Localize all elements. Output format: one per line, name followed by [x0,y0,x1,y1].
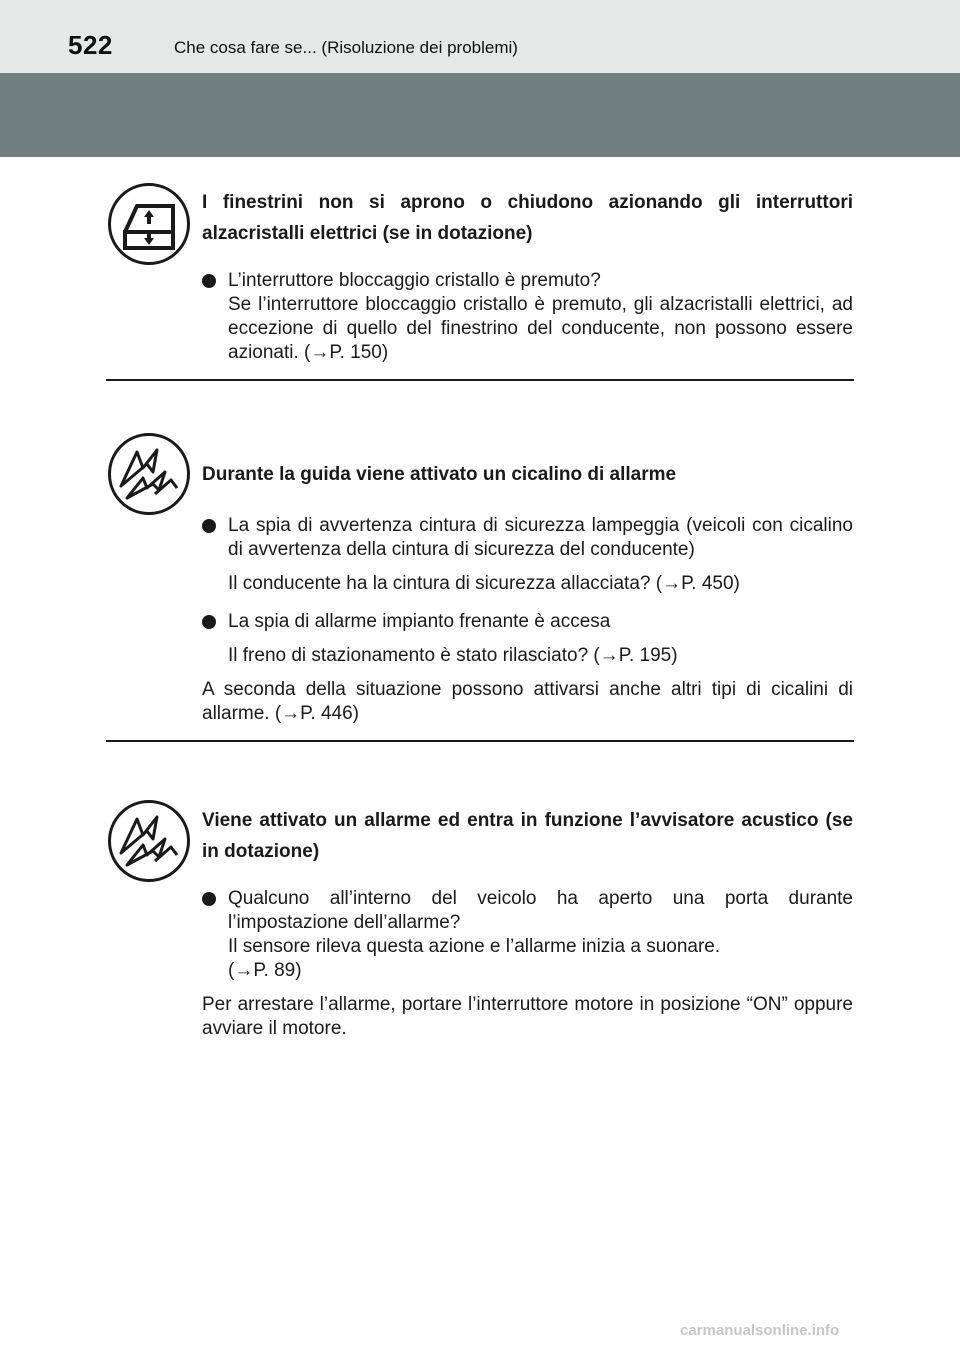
bullet-detail: Il freno di stazionamento è stato rilasciato? (→P. 195) [228,645,678,666]
window-switch-icon [108,183,190,265]
section-divider [106,740,854,742]
page-number: 522 [68,30,113,60]
alarm-lightning-icon [108,433,190,515]
section-windows-content [202,187,853,365]
list-item [202,514,853,562]
bullet-text: La spia di avvertenza cintura di sicurezza lampeggia (veicoli con cicalino di avvertenza della cintura di sicurezza del conducente) [228,515,853,560]
bullet-dot [202,892,216,906]
section-note: A seconda della situazione possono attivarsi anche altri tipi di cicalini di allarme. (→P. 446) [202,679,853,724]
bullet-dot [202,615,216,629]
bullet-question: Qualcuno all’interno del veicolo ha aperto una porta durante l’impostazione dell’allarme? [228,888,853,933]
section-title: I finestrini non si aprono o chiudono azionando gli interruttori alzacristalli elettrici (se in dotazione) [202,192,853,244]
list-item [202,610,853,634]
header-band [0,73,960,157]
bullet-detail: Il conducente ha la cintura di sicurezza allacciata? (→P. 450) [228,573,740,594]
alarm-lightning-icon [108,800,190,882]
list-item [202,269,853,365]
bullet-reference: (→P. 89) [228,960,302,981]
header-title: Che cosa fare se... (Risoluzione dei problemi) [174,38,518,57]
section-alarm-horn-content [202,805,853,1041]
bullet-dot [202,519,216,533]
bullet-answer: Il sensore rileva questa azione e l’allarme inizia a suonare. [228,936,721,957]
list-item [202,887,853,983]
page-header [0,0,960,73]
watermark: carmanualsonline.info [680,1322,840,1339]
section-title: Viene attivato un allarme ed entra in funzione l’avvisatore acustico (se in dotazione) [202,810,853,862]
bullet-answer: Se l’interruttore bloccaggio cristallo è premuto, gli alzacristalli elettrici, ad eccezione di quello del finestrino del conducente, non possono essere azionati. (→P. 150) [228,294,853,363]
section-note: Per arrestare l’allarme, portare l’interruttore motore in posizione “ON” oppure avviare il motore. [202,994,853,1039]
section-driving-buzzer-content [202,459,853,726]
bullet-text: La spia di allarme impianto frenante è accesa [228,611,611,632]
section-title: Durante la guida viene attivato un cicalino di allarme [202,464,677,485]
bullet-question: L’interruttore bloccaggio cristallo è premuto? [228,270,601,291]
section-divider [106,379,854,381]
bullet-dot [202,274,216,288]
